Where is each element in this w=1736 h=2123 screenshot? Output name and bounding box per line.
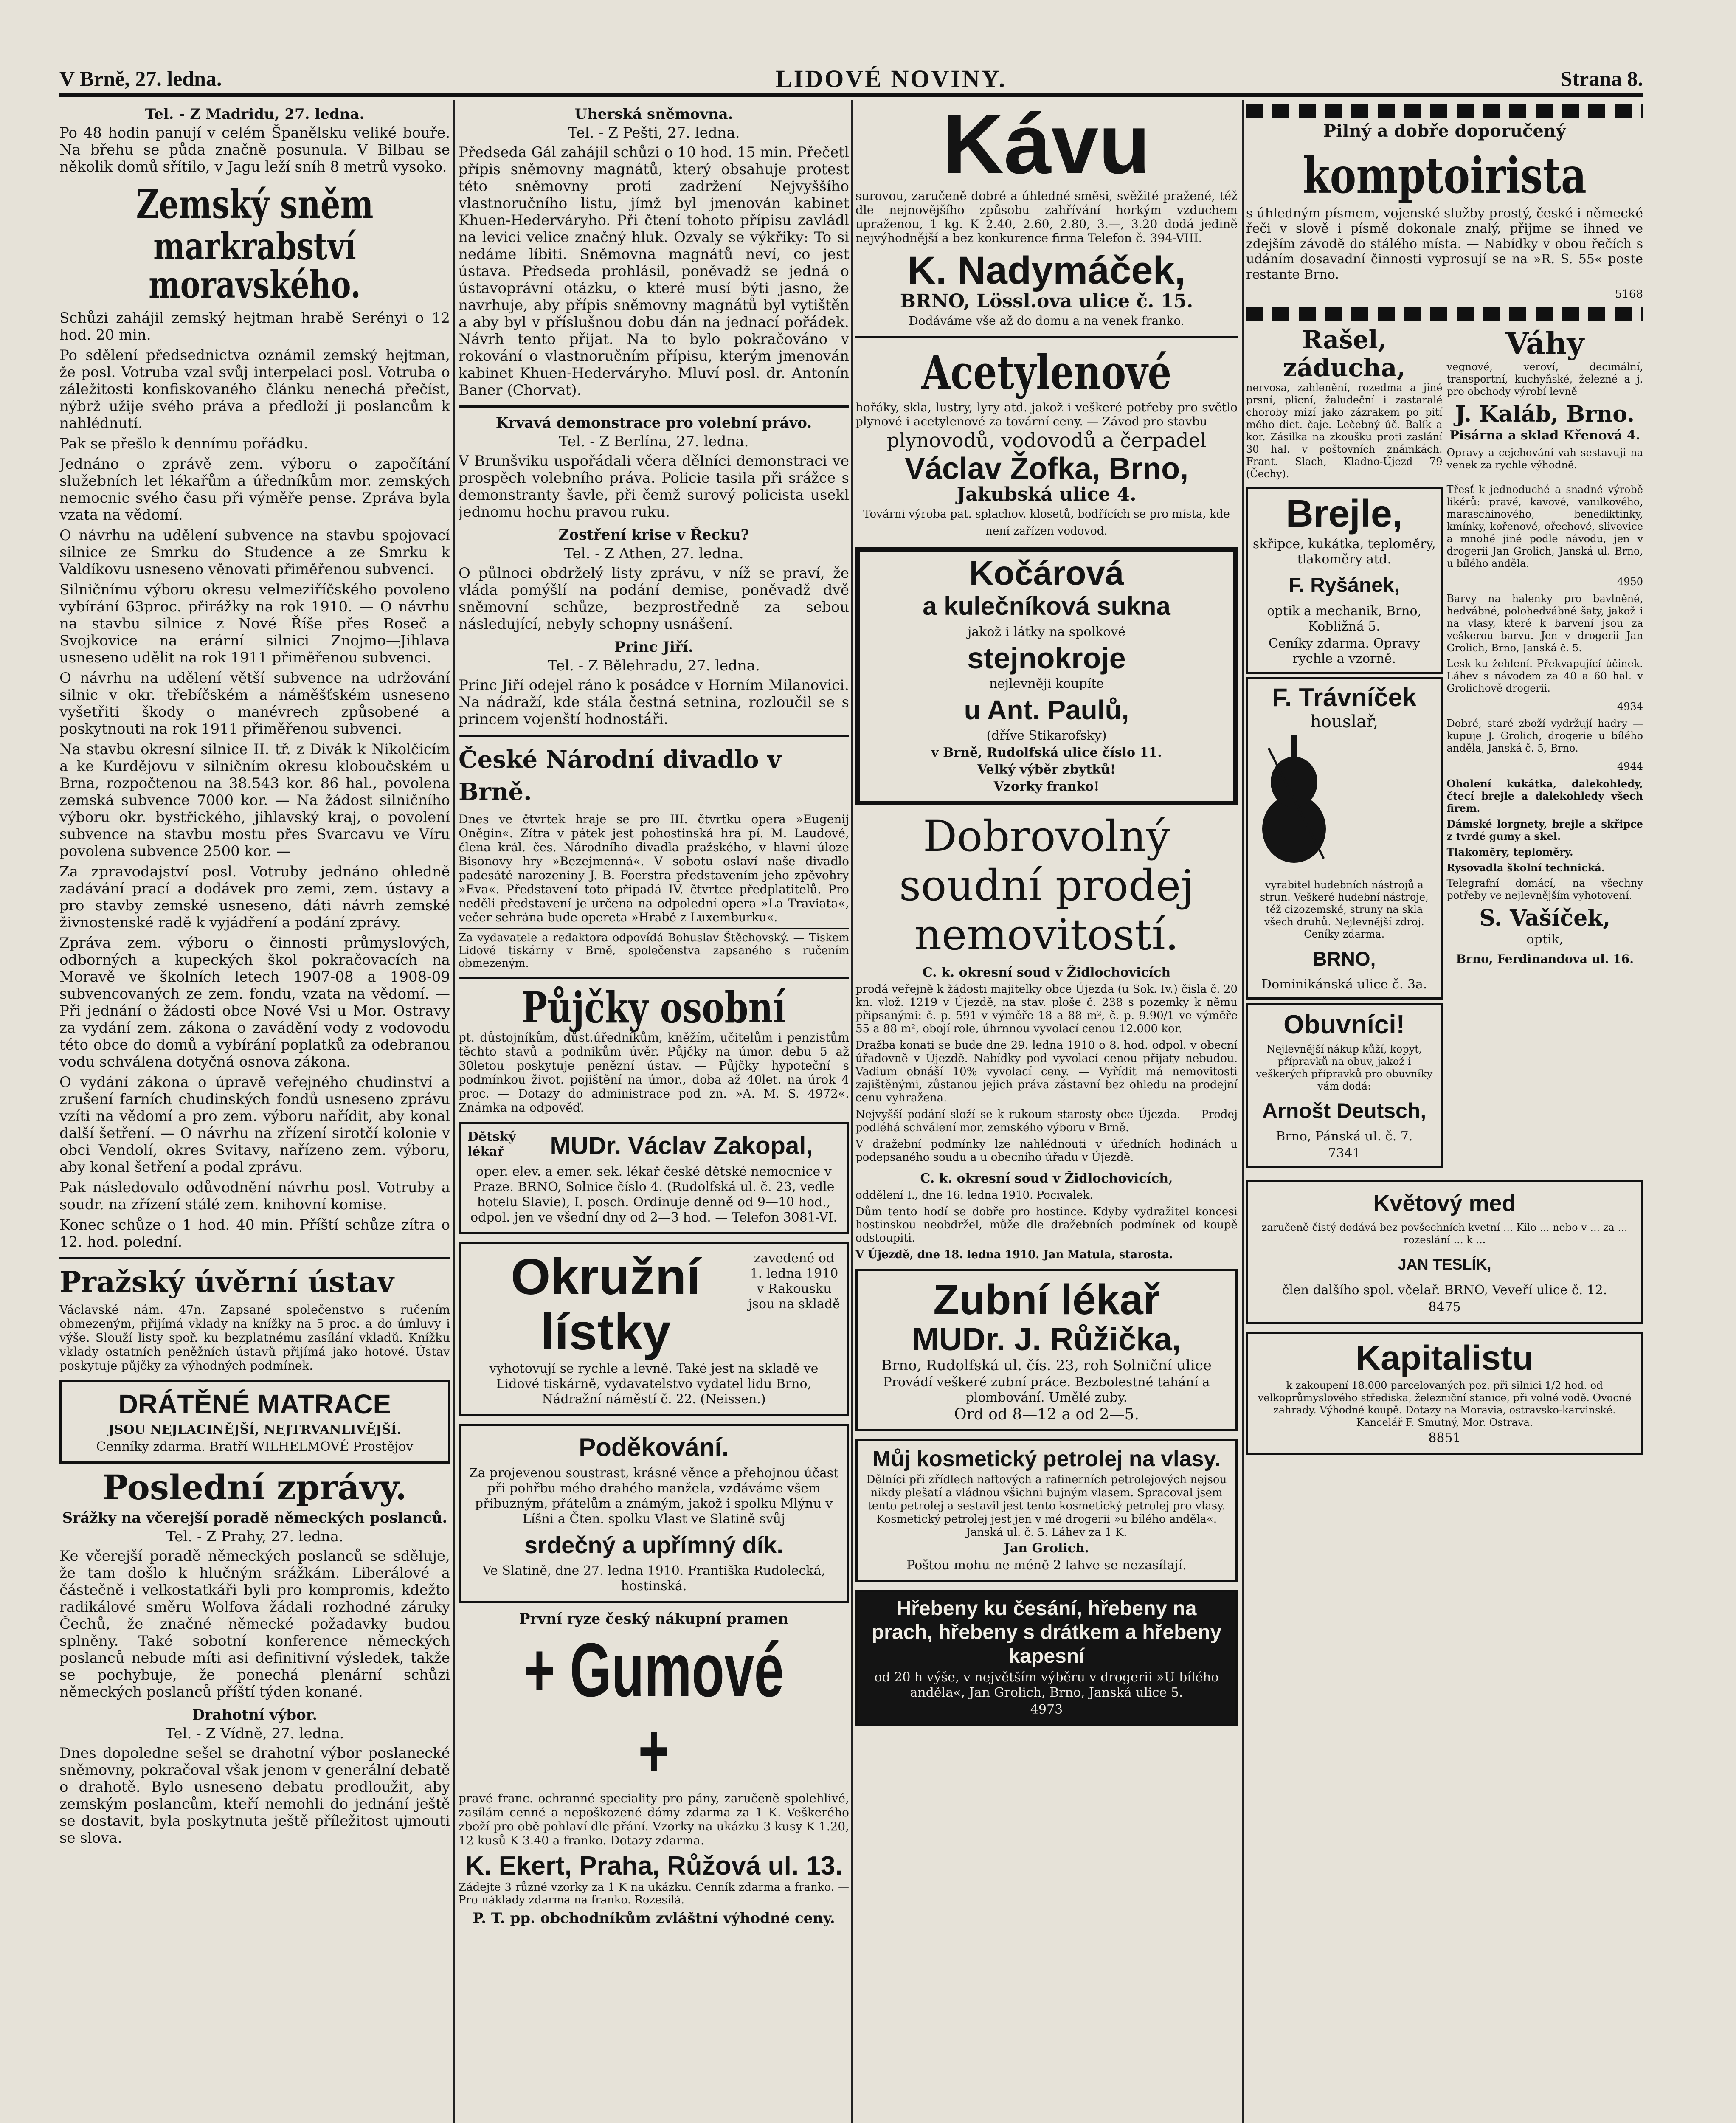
ad-text: Brno, Pánská ul. č. 7. [1276, 1129, 1413, 1144]
ad-text: oddělení I., dne 16. ledna 1910. Pocivalek. [855, 1189, 1093, 1202]
ad-text: Továrni výroba pat. splachov. klosetů, bodřících se pro místa, kde není zařízen vodovod. [863, 508, 1230, 538]
ad-title: J. Kaláb, Brno. [1455, 401, 1635, 427]
article-text: Princ Jiří odejel ráno k posádce v Horním Milanovici. Na nádraží, kde stála čestná setnina, rozloučil se s princem vojenští hodnostáři. [459, 677, 849, 728]
dateline: Tel. - Z Madridu, 27. ledna. [145, 106, 365, 123]
ad-text: Dominikánská ulice č. 3a. [1261, 977, 1427, 992]
dateline: Tel. - Z Prahy, 27. ledna. [166, 1528, 343, 1545]
ad-text: Nejvyšší podání složí se k rukoum starosty obce Újezda. — Prodej podléhá schválení mor. zemského výboru v Brně. [855, 1108, 1238, 1134]
ad-title: komptoirista [1303, 147, 1587, 205]
ad-text: 7341 [1328, 1146, 1361, 1161]
ad-text: Ord od 8—12 a od 2—5. [954, 1406, 1139, 1423]
dateline: Tel. - Z Bělehradu, 27. ledna. [548, 657, 760, 674]
ad-text: Ve Slatině, dne 27. ledna 1910. Františka Rudolecká, hostinská. [482, 1563, 825, 1594]
ad-text: houslař, [1310, 712, 1379, 732]
divider [459, 735, 849, 737]
ad-box [459, 1242, 849, 1416]
ad-text: Poštou mohu ne méně 2 lahve se nezasílají. [906, 1558, 1187, 1573]
imprint: Za vydavatele a redaktora odpovídá Bohuslav Štěchovský. — Tiskem Lidové tiskárny v Brně, společenstva zapsaného s ručením obmezeným. [459, 928, 849, 970]
divider [459, 977, 849, 979]
ad-text: Nejlevnější nákup kůží, kopyt, přípravků na obuv, jakož i veškerých přípravků pro obuvníky vám dodá: [1256, 1043, 1433, 1092]
ad-text: BRNO, Lössl.ova ulice č. 15. [900, 290, 1193, 312]
column-rule [851, 100, 853, 2123]
ad-title: Okružní lístky [511, 1248, 701, 1360]
ad-title: Václav Žofka, Brno, [904, 452, 1189, 486]
ad-title: F. Trávníček [1272, 683, 1417, 712]
section-title: Poslední zprávy. [102, 1467, 407, 1507]
ad-title: Brejle, [1286, 493, 1403, 535]
ad-text: Dámské lorgnety, brejle a skřipce z tvrdé gumy a skel. [1446, 818, 1643, 842]
ad-title: Kapitalistu [1355, 1339, 1534, 1377]
ad-text: Cenníky zdarma. Bratří WILHELMOVÉ Prostějov [96, 1439, 414, 1454]
ad-title: Váhy [1505, 326, 1584, 361]
ad-text: (dříve Stikarofsky) [986, 728, 1107, 743]
ad-title: Obuvníci! [1283, 1010, 1405, 1039]
ad-text: Tlakoměry, teploměry. [1446, 846, 1573, 858]
ad-text: 4973 [1030, 1702, 1063, 1717]
ad-text: vegnové, veroví, decimální, transportní, kuchyňské, železné a j. pro obchody výrobí levně [1446, 361, 1643, 397]
section-title: České Národní divadlo v Brně. [459, 746, 781, 806]
ad-title: Zubní lékař [933, 1276, 1160, 1323]
decorative-border [1246, 104, 1643, 118]
header-date: V Brně, 27. ledna. [59, 67, 222, 90]
ad-text: optik, [1526, 932, 1564, 947]
ad-text: nervosa, zahlenění, rozedma a jiné prsní, plicní, žaludeční i zastaralé choroby mizí jako zázrakem po pití mého diet. čaje. Lečebný úč. Balík a kor. Zásilka na zkoušku proti zaslání 30 hal. v poštovních známkách. Frant. Slach, Kladno-Újezd 79 (Čechy). [1246, 382, 1443, 480]
dateline: Tel. - Z Vídně, 27. ledna. [165, 1725, 344, 1742]
divider [855, 336, 1238, 338]
ad-text: Dělníci při zřídlech naftových a rafinerních petrolejových nejsou nikdy plešatí a vládnou všichni bujným vlasem. Spracoval jsem tento petrolej a sestavil jest tento kosmetický petrolej pro vlasy. Kosmetický petrolej jest jen v mé drogerii »u bílého anděla«. Janská ul. č. 5. Láhev za 1 K. [866, 1473, 1227, 1539]
ad-title: Rašel, záducha, [1283, 325, 1406, 382]
ad-text: zaručeně čistý dodává bez povšechních kvetní ... Kilo ... nebo v ... za ... rozeslání ... k ... [1261, 1222, 1628, 1246]
ad-text: vyhotovují se rychle a levně. Také jest na skladě ve Lidové tiskárně, vydavatelstvo vydatel lidu Brno, Nádražní náměstí č. 22. (Neissen.) [489, 1361, 819, 1407]
decorative-border [1246, 307, 1643, 321]
article-text: O návrhu na udělení subvence na stavbu spojovací silnice ze Smrku do Studence a ze Smrku k Valdíkovu usneseno věnovati přiměřenou subvenci. [59, 527, 450, 578]
ad-title: Kočárová [969, 554, 1124, 592]
ad-title: Acetylenové [921, 345, 1172, 400]
ad-box [1246, 1180, 1643, 1324]
column-3 [855, 100, 1238, 2123]
subheadline: Zostření krise v Řecku? [558, 527, 749, 543]
headline: markrabství moravského. [149, 224, 361, 307]
article-text: Dnes ve čtvrtek hraje se pro III. čtvrtku opera »Eugenij Oněgin«. Zítra v pátek jest pohostinská hra pí. M. Laudové, člena král. čes. Národního divadla pražského, v hlavní úloze Bisonovy hry »Bezejmenná«. V sobotu oslaví naše divadlo padesáté narozeniny J. B. Foerstra představením jeho zpěvohry »Eva«. Představení toto připadá IV. čtvrtce předplatitelů. Pro neděli představení je určena na odpolední opera »La Traviata«, večer sehrána bude opereta »Hrabě z Luxemburku«. [459, 812, 849, 924]
article-text: O návrhu na udělení větší subvence na udržování silnic v okr. třebíčském a náměšťském usneseno vyšetřiti škody o manévrech způsobené a poskytnouti na rok 1911 přiměřenou subvenci. [59, 670, 450, 738]
subheadline: Princ Jiří. [614, 639, 693, 656]
ad-text: k zakoupení 18.000 parcelovaných poz. při silnici 1/2 hod. od velkoprůmyslového střediska, železniční stanice, při volné vodě. Ovocné zahrady. Výhodné koupě. Dotazy na Moravia, ostravsko-karvinské. Kancelář F. Smutný, Mor. Ostrava. [1258, 1380, 1632, 1428]
ad-text: Rysovadla školní technická. [1446, 862, 1605, 874]
ad-text: Zádejte 3 různé vzorky za 1 K na ukázku. Cenník zdarma a franko. — Pro náklady zdarma na franko. Rozesílá. [459, 1881, 849, 1906]
column-rule [453, 100, 455, 2123]
ad-text: 4950 [1617, 576, 1643, 588]
ad-text: Opravy a cejchování vah sestavuji na venek za rychle výhodně. [1446, 447, 1643, 471]
ad-text: Velký výběr zbytků! [977, 762, 1116, 777]
ad-title: MUDr. Václav Zakopal, [550, 1132, 813, 1160]
article-text: Jednáno o zprávě zem. výboru o započítání služebních let lékařům a úředníkům mor. zemských nemocnic svého času při výměře pense. Zpráva byla vzata na vědomí. [59, 456, 450, 524]
ad-text: Barvy na halenky pro bavlněné, hedvábné, polohedvábné šaty, jakož i na vlasy, které k barvení jsou za veškerou barvu. Jen v drogerii Jan Grolich, Brno, Janská č. 5. [1446, 593, 1643, 654]
ad-text: Václavské nám. 47n. Zapsané společenstvo s ručením obmezeným, přijímá vklady na knížky na 5 proc. a do úmluvy i výše. Slouží listy spoř. ku bezplatnému zasílání vkladů. Knížku vklady ostatních peněžních ústavů přijímá jako hotové. Ústav poskytuje půjčky za výhodných podmínek. [59, 1303, 450, 1373]
ad-title: Květový med [1373, 1191, 1516, 1216]
ad-text: Jan Grolich. [1004, 1541, 1089, 1556]
article-text: O vydání zákona o úpravě veřejného chudinství a zrušení farních chudinských fondů usneseno zprávu vzíti na vědomí a pro zem. výboru nařídit, aby konal další šetření. — O návrhu na zřízení sirotčí kolonie v obci Vendolí, okres Svitavy, nařízeno zem. výboru, aby konal šetření a podal zprávu. [59, 1074, 450, 1176]
ad-title: BRNO, [1313, 948, 1376, 970]
article-text: Dnes dopoledne sešel se drahotní výbor poslanecké sněmovny, pokračoval však jenom v generální debatě o drahotě. Bylo usneseno debatu prodloužit, aby zemským poslancům, kteří nemohli do jednání ještě se dostavit, byla poskytnuta ještě příležitost ujmouti se slova. [59, 1745, 450, 1847]
ad-text: Jakubská ulice 4. [957, 484, 1137, 505]
ad-title: K. Ekert, Praha, Růžová ul. 13. [465, 1851, 843, 1881]
ad-text: První ryze český nákupní pramen [519, 1611, 789, 1627]
column-4 [1246, 100, 1643, 2123]
ad-text: skřipce, kukátka, teploměry, tlakoměry atd. [1252, 537, 1436, 567]
column-rule [1242, 100, 1244, 2123]
headline: Zemský sněm [136, 181, 374, 227]
subheadline: Uherská sněmovna. [574, 106, 733, 123]
ad-title: JAN TESLÍK, [1398, 1256, 1491, 1273]
article-text: O půlnoci obdrželý listy zprávu, v níž se praví, že vláda pomýšlí na podání demise, poněvadž dvě sněmovní schůze, bezprostředně za sebou následující, nebyly schopny usnášení. [459, 565, 849, 633]
ad-text: zavedené od 1. ledna 1910 v Rakousku jsou na skladě [748, 1251, 840, 1312]
ad-text: Dodáváme vše až do domu a na venek franko. [909, 314, 1185, 328]
ad-title: Dobrovolný [923, 811, 1170, 861]
ad-title: Poděkování. [579, 1433, 729, 1461]
article-text: Silničnímu výboru okresu velmeziříčského povoleno vybírání 63proc. přirážky na rok 1910. — O návrhu na stavbu silnice z Nové Říše přes Roseč a Svojkovice na erární silnici Znojmo—Jihlava usneseno udělit na rok 1911 přiměřenou subvenci. [59, 581, 450, 666]
page-number: Strana 8. [1560, 67, 1643, 90]
divider [459, 405, 849, 408]
article-text: Pak následovalo odůvodnění návrhu posl. Votruby a soudr. na zřízení stálé zem. knihovní komise. [59, 1179, 450, 1213]
ad-box [855, 1439, 1238, 1582]
ad-box [1246, 1003, 1443, 1168]
column-2 [459, 100, 849, 2123]
ad-text: Lesk ku žehlení. Překvapující účinek. Láhev s návodem za 40 a 60 hal. v Grolichově drogerii. [1446, 658, 1643, 694]
ad-title: Arnošt Deutsch, [1262, 1099, 1427, 1123]
article-text: Po 48 hodin panují v celém Španělsku veliké bouře. Na břehu se půda značně posunula. V Bilbau se několik domů sřítilo, v Jagu leží sníh 8 metrů vysoko. [59, 124, 450, 175]
ad-text: 5168 [1615, 288, 1643, 301]
ad-text: s úhledným písmem, vojenské služby prostý, české i německé řeči v slově i písmě dokonale znalý, přijme se ihned ve zdejším závodě do stálého místa. — Nabídky v obou řečích s udáním dosavadní činnosti vyprosují se na »R. S. 55« poste restante Brno. [1246, 206, 1643, 282]
violin-icon [1252, 731, 1336, 876]
dateline: Tel. - Z Berlína, 27. ledna. [559, 433, 749, 450]
subheadline: Drahotní výbor. [192, 1706, 318, 1723]
ad-text: Dům tento hodí se dobře pro hostince. Kdyby vydražitel koncesi hostinskou neobdržel, může dle dražebních podmínek od koupě odstoupiti. [855, 1205, 1238, 1245]
ad-title: S. Vašíček, [1479, 905, 1611, 931]
ad-title: soudní prodej [899, 861, 1194, 910]
subheadline: Srážky na včerejší poradě německých poslanců. [62, 1509, 447, 1526]
article-text: Ke včerejší poradě německých poslanců se sděluje, že tam došlo k hlučným srážkám. Liberálové a částečně i velkostatkáři byli pro kompromis, kdežto radikálové směru Wolfova žádali rozhodné záruky Čechů, že značné německé požadavky budou splněny. Také sobotní konference německých poslanců nebude míti asi definitivní výsledek, takže se pochybuje, že ponechá plenární schůzi německých poslanců příští týden konané. [59, 1548, 450, 1701]
ad-text: od 20 h výše, v největším výběru v drogerii »U bílého anděla«, Jan Grolich, Brno, Janská ulice 5. [874, 1670, 1219, 1700]
ad-text: Brno, Ferdinandova ul. 16. [1456, 952, 1634, 966]
ad-text: C. k. okresní soud v Židlochovicích [922, 965, 1171, 980]
ad-title: Pražský úvěrní ústav [59, 1265, 394, 1299]
ad-text: Dobré, staré zboží vydržují hadry — kupuje J. Grolich, drogerie u bílého anděla, Janská č. 5, Brno. [1446, 718, 1643, 754]
ad-box [855, 547, 1238, 805]
ad-text: oper. elev. a emer. sek. lékař české dětské nemocnice v Praze. BRNO, Solnice číslo 4. (Rudolfská ul. č. 23, vedle hotelu Slavie), I. posch. Ordinuje denně od 9—10 hod., odpol. jen ve všední dny od 2—3 hod. — Telefon 3081-VI. [470, 1164, 837, 1225]
ad-box [1246, 487, 1443, 674]
ad-text: 8851 [1428, 1430, 1461, 1445]
article-text: V Brunšviku uspořádali včera dělníci demonstraci ve prospěch volebního práva. Policie tasila při srážce s demonstranty šavle, při čemž surový policista usekl jednomu hochu pravou ruku. [459, 453, 849, 521]
article-text: Po sdělení předsednictva oznámil zemský hejtman, že posl. Votruba vzal svůj interpelaci posl. Votruba o záležitosti konfiskovaného článku nenechá přečíst, nýbrž užije svého práva a předloží ji poslancům k nahlédnutí. [59, 347, 450, 432]
ad-text: Dražba konati se bude dne 29. ledna 1910 o 8. hod. odpol. v obecní úřadovně v Újezdě. Nabídky pod vyvolací cenou přijaty nebudou. Vadium obnáší 10% vyvolací ceny. — Vyřídit má nemovitosti zajištěnými, zůstanou jejich práva zástavní bez ohledu na prodejní cenu vyhražena. [855, 1039, 1238, 1104]
ad-text: Telegrafní domácí, na všechny potřeby ve nejlevnějším vyhotovení. [1446, 877, 1643, 901]
ad-text: Vzorky franko! [993, 779, 1100, 794]
ad-box [59, 1380, 450, 1464]
ad-text: jakož i látky na spolkové [967, 625, 1126, 639]
ad-title: K. Nadymáček, [907, 249, 1186, 292]
ad-text: Oholení kukátka, dalekohledy, čtecí brejle a dalekohledy všech firem. [1446, 777, 1643, 814]
ad-box [855, 1590, 1238, 1726]
ad-label: Dětský lékař [467, 1129, 516, 1159]
ad-text: Pilný a dobře doporučený [1323, 121, 1566, 141]
ad-text: Pisárna a sklad Křenová 4. [1449, 428, 1640, 443]
ad-text: hořáky, skla, lustry, lyry atd. jakož i veškeré potřeby pro světlo plynové i acetylenové za tovární ceny. — Závod pro stavbu [855, 400, 1238, 428]
ad-title: DRÁTĚNÉ MATRACE [118, 1389, 391, 1419]
ad-text: prodá veřejně k žádosti majitelky obce Újezda (u Sok. Iv.) čísla č. 20 kn. vlož. 1219 v Újezdě, na stav. ploše č. 238 s pozemky k němu připsanými: č. p. 591 v výměře 18 a 88 m², č. p. 9.90/1 ve výměře 55 a 88 m², obojí role, úhrnnou vyvolací cenou 12.000 kor. [855, 983, 1238, 1035]
ad-text: pt. důstojníkům, důst.úředníkům, kněžím, učitelům i penzistům těchto stavů a podnikům úvěr. Půjčky na úmor. debu 5 až 30letou poskytuje penězní ústav. — Půjčky hypoteční s podmínkou život. pojištění na úmor., doba až 40let. na úrok 4 proc. — Dotazy do administrace pod zn. »A. M. S. 4972«. Známka na odpověď. [459, 1031, 849, 1115]
ad-title: Hřebeny ku česání, hřebeny na prach, hřebeny s drátkem a hřebeny kapesní [871, 1597, 1222, 1667]
ad-title: + Gumové + [523, 1627, 784, 1794]
ad-text: Třesť k jednoduché a snadné výrobě likérů: pravé, kavové, vanilkového, maraschinového, benediktinky, kmínky, kořenové, ořechové, slivovice a mnohé jiné podle návodu, jen v drogerii Jan Grolich, Janská ul. Brno, u bílého anděla. [1446, 484, 1643, 569]
dateline: Tel. - Z Athen, 27. ledna. [564, 545, 744, 562]
ad-text: v Brně, Rudolfská ulice číslo 11. [931, 745, 1162, 760]
ad-box [855, 1269, 1238, 1431]
ad-box [1246, 1332, 1643, 1455]
ad-title: stejnokroje [967, 642, 1126, 675]
article-text: Konec schůze o 1 hod. 40 min. Příští schůze zítra o 12. hod. polední. [59, 1216, 450, 1250]
ad-text: optik a mechanik, Brno, Kobližná 5. [1267, 604, 1422, 634]
ad-text: Brno, Rudolfská ul. čís. 23, roh Solniční ulice [881, 1357, 1212, 1374]
divider [59, 1257, 450, 1259]
ad-title: srdečný a upřímný dík. [524, 1532, 783, 1558]
ad-box [459, 1424, 849, 1603]
ad-text: P. T. pp. obchodníkům zvláštní výhodné ceny. [473, 1910, 835, 1927]
article-text: Schůzi zahájil zemský hejtman hrabě Serényi o 12 hod. 20 min. [59, 310, 450, 344]
ad-text: C. k. okresní soud v Židlochovicích, [920, 1171, 1173, 1186]
ad-title: u Ant. Paulů, [964, 695, 1129, 725]
ad-box [1246, 677, 1443, 1000]
dateline: Tel. - Z Pešti, 27. ledna. [568, 124, 740, 141]
ad-title: nemovitostí. [914, 910, 1179, 960]
ad-text: 8475 [1428, 1300, 1461, 1315]
subheadline: Krvavá demonstrace pro volební právo. [495, 414, 812, 431]
ad-title: F. Ryšánek, [1289, 574, 1400, 597]
column-1 [59, 100, 450, 2123]
ad-title: MUDr. J. Růžička, [912, 1321, 1181, 1357]
ad-text: V Újezdě, dne 18. ledna 1910. Jan Matula, starosta. [855, 1248, 1173, 1261]
ad-title: a kulečníková sukna [923, 592, 1170, 620]
article-text: Zpráva zem. výboru o činnosti průmyslových, odborných a kupeckých škol pokračovacích na Moravě ve školních letech 1907-08 a 1908-09 subvencovaných ze zem. fondu, vzata na vědomí. — Při jednání o žádosti obce Nové Vsi u Mor. Ostravy za vydání zem. zákona o zavádění vody z vodovodu této obce do domů a vybírání poplatků za odebranou vodu schválena dotyčná osnova zákona. [59, 935, 450, 1070]
article-text: Předseda Gál zahájil schůzi o 10 hod. 15 min. Přečetl přípis sněmovny magnátů, který obsahuje protest této sněmovny proti zadržení Nejvyššího vlastnoručního listu, jímž byl jmenován kabinet Khuen-Hederváryho. Při čtení tohoto přípisu zavládl na levici velice značný hluk. Ozvaly se výkřiky: To si nedáme líbiti. Sněmovna magnátů neví, co jest ústava. Předseda prohlásil, poněvadž se jedná o ústavoprávní otázku, o které musí býti jasno, že navrhuje, aby přípis sněmovny magnátů byl vytištěn a aby byl v příslušnou dobu dán na jednací pořádek. Návrh tento přijat. Na to bylo pokračováno v rokování o vlastnoručním přípisu, kterým jmenován kabinet Khuen-Hederváryho. Mluví posl. dr. Antonín Baner (Chorvat). [459, 144, 849, 399]
ad-text: Za projevenou soustrast, krásné věnce a přehojnou účast při pohřbu mého drahého manžela, vzdáváme všem příbuzným, přátelům a známým, jakož i spolku Mlýnu v Líšni a Čten. spolku Vlast ve Slatině svůj [469, 1466, 839, 1526]
article-text: Na stavbu okresní silnice II. tř. z Divák k Nikolčicím a ke Kurdějovu v silničním okresu kloboučském u Brna, rozpočtenou na 38.543 kor. 86 hal., povolena zemská subvence 7000 kor. — Na žádost silničního výboru okr. bystřického, jihlavský kraj, o povolení subvence na stavbu mostu přes Svarcavu ve Víru povolena subvence 2500 kor. — [59, 741, 450, 860]
ad-text: 4944 [1617, 760, 1643, 772]
ad-text: 4934 [1617, 701, 1643, 712]
ad-text: V dražební podmínky lze nahlédnouti v úředních hodinách u podepsaného soudu a u obecního úřadu v Újezdě. [855, 1138, 1238, 1164]
article-text: Za zpravodajství posl. Votruby jednáno ohledně zadávání prací a dodávek pro zemi, zem. ústavy a pro stavby zemské usneseno, dáti návrh zemské živnostenské radě k vyjádření a podání zprávy. [59, 863, 450, 931]
ad-text: pravé franc. ochranné speciality pro pány, zaručeně spolehlivé, zasílám cenné a nepoškozené dámy zdarma za 1 K. Veškerého zboží pro obě pohlaví dle přání. Vzorky na ukázku 3 kusy K 1.20, 12 kusů K 3.40 a franko. Dotazy zdarma. [459, 1791, 849, 1847]
ad-title: Můj kosmetický petrolej na vlasy. [872, 1447, 1221, 1471]
page-header [59, 64, 1643, 97]
ad-text: Ceníky zdarma. Opravy rychle a vzorně. [1268, 636, 1420, 666]
ad-title: Kávu [943, 100, 1151, 191]
ad-text: nejlevněji koupíte [989, 676, 1104, 691]
ad-text: JSOU NEJLACINĚJŠÍ, NEJTRVANLIVĚJŠÍ. [108, 1422, 402, 1437]
ad-text: plynovodů, vodovodů a čerpadel [886, 429, 1207, 452]
masthead-title: LIDOVÉ NOVINY. [776, 65, 1007, 93]
ad-box [459, 1122, 849, 1234]
ad-text: vyrabitel hudebních nástrojů a strun. Veškeré hudební nástroje, též cizozemské, struny na skla všech druhů. Nejlevnější zdroj. Ceníky zdarma. [1260, 879, 1429, 940]
ad-text: Provádí veškeré zubní práce. Bezbolestné tahání a plombování. Umělé zuby. [883, 1375, 1210, 1405]
article-text: Pak se přešlo k dennímu pořádku. [59, 435, 308, 452]
ad-text: člen dalšího spol. včelař. BRNO, Veveří ulice č. 12. [1282, 1283, 1607, 1298]
ad-text: surovou, zaručeně dobré a úhledné směsi, svěžité pražené, též dle nejnovějšího způsobu zahřívání horkým vzduchem upraženou, 1 kg. K 2.40, 2.60, 2.80, 3.—, 3.20 dodá jedině nejvýhodnější a bez konkurence firma Telefon č. 394-VIII. [855, 189, 1238, 245]
ad-title: Půjčky osobní [522, 983, 786, 1033]
